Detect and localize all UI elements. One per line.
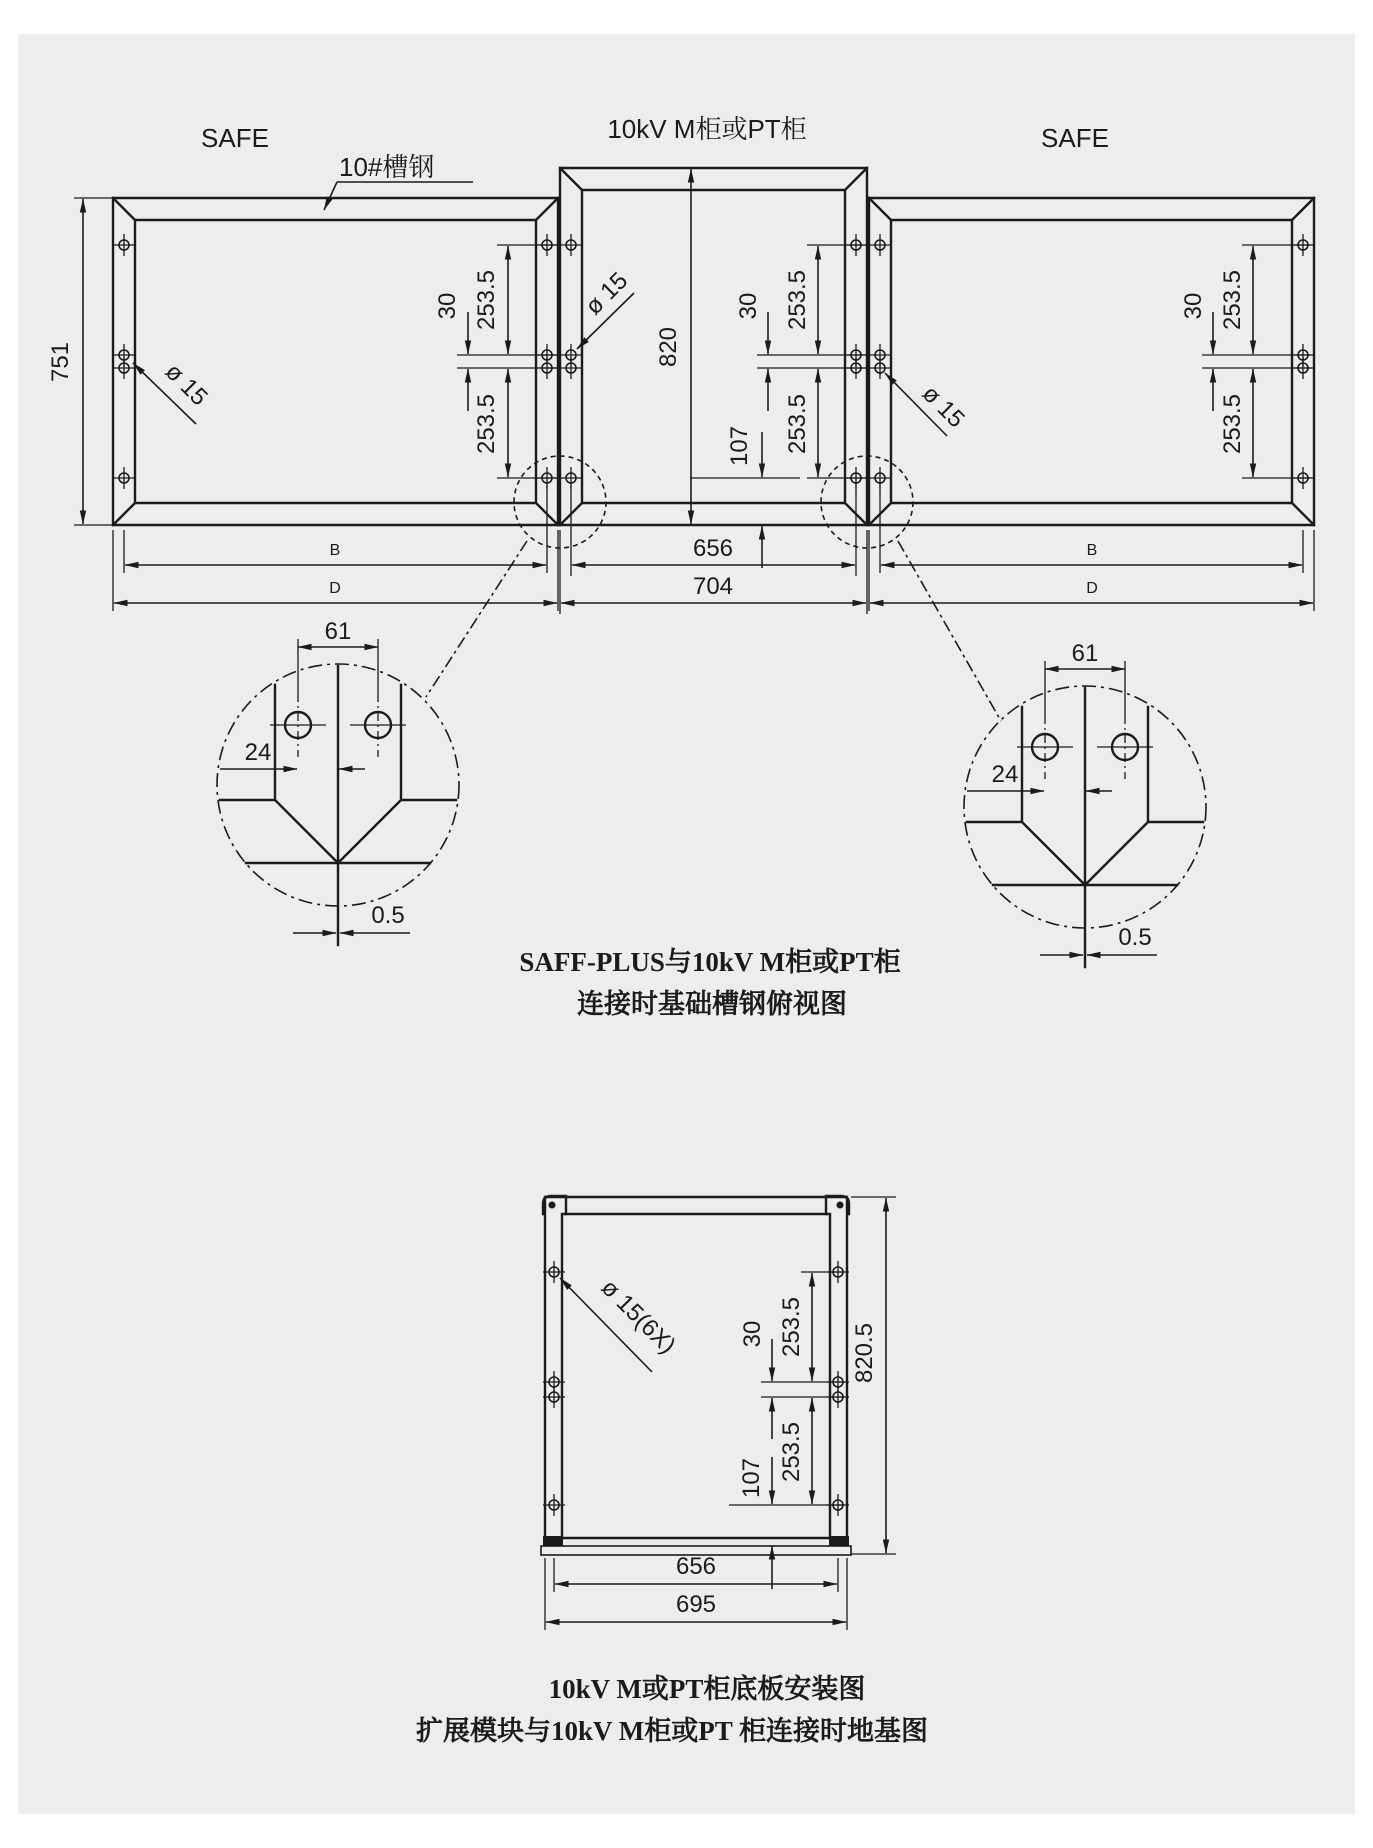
svg-text:B: B [1086, 542, 1098, 559]
corner-bolt-top-right [837, 1202, 844, 1209]
callout-channel-steel [324, 152, 473, 210]
callout-phi15-middle [577, 267, 634, 349]
svg-text:107: 107 [738, 1457, 765, 1499]
callout-phi15-right [885, 373, 970, 436]
frame-cabinet-middle [560, 168, 867, 525]
dim-656-695 [545, 1553, 847, 1630]
svg-text:253.5: 253.5 [778, 1296, 805, 1358]
svg-text:ø 15: ø 15 [916, 380, 970, 434]
svg-text:B: B [329, 542, 341, 559]
svg-text:253.5: 253.5 [784, 269, 811, 331]
svg-text:656: 656 [692, 535, 734, 562]
detail-reference-right [821, 456, 1001, 721]
svg-text:ø 15(6X): ø 15(6X) [595, 1274, 681, 1360]
svg-text:253.5: 253.5 [1219, 393, 1246, 455]
caption-bottom-line1: 10kV M或PT柜底板安装图 [548, 1674, 866, 1704]
dim-stack-middle-frame [735, 245, 866, 478]
title-cabinet: 10kV M柜或PT柜 [607, 114, 807, 144]
svg-text:D: D [329, 580, 341, 597]
baseplate-frame [541, 1196, 851, 1555]
svg-text:695: 695 [675, 1591, 717, 1618]
corner-bolt-top-left [549, 1202, 556, 1209]
cad-drawing: 0.5 SAFE 10kV M柜或PT柜 SAFE 10#槽钢 751 820 107 253.5 30 253.5 253.5 30 253.5 253.5 30 253.5 ø 15 ø 15 ø 15 B D 656 704 B D SAFF-PLUS与10kV M柜或PT柜 连接时基础槽钢俯视图 ø 15(6X) 253.5 30 253.5 107 820.5 656 695 10kV M或PT柜底板安装图 扩展模块与10kV M柜或PT 柜连接时地基图 [0, 0, 1373, 1848]
dim-stack-baseplate [729, 1272, 844, 1589]
svg-text:107: 107 [726, 425, 753, 467]
frame-safe-right [869, 198, 1314, 525]
top-assembly-drawing [47, 114, 1314, 721]
channel-steel-label: 10#槽钢 [339, 152, 435, 182]
svg-text:253.5: 253.5 [778, 1421, 805, 1483]
callout-phi15-left [133, 358, 213, 424]
svg-text:704: 704 [692, 573, 734, 600]
detail-view-right [964, 640, 1206, 967]
title-safe-right: SAFE [1041, 123, 1109, 153]
svg-text:820: 820 [655, 326, 682, 368]
dim-820-5 [851, 1197, 896, 1554]
caption-top-line1: SAFF-PLUS与10kV M柜或PT柜 [519, 947, 901, 977]
svg-text:30: 30 [739, 1320, 766, 1348]
svg-text:820.5: 820.5 [851, 1322, 878, 1384]
detail-reference-left [426, 456, 606, 697]
svg-text:30: 30 [735, 292, 762, 320]
caption-bottom-drawing [416, 1673, 928, 1746]
corner-plate-bottom-right [829, 1536, 849, 1546]
svg-text:ø 15: ø 15 [159, 358, 213, 412]
detail-view-left [217, 618, 459, 945]
corner-plate-bottom-left [543, 1536, 563, 1546]
callout-phi15-6x [560, 1274, 681, 1372]
svg-text:253.5: 253.5 [784, 393, 811, 455]
dim-751 [47, 198, 114, 525]
dim-stack-left-frame [434, 245, 559, 478]
svg-text:30: 30 [434, 292, 461, 320]
title-safe-left: SAFE [201, 123, 269, 153]
svg-text:656: 656 [675, 1553, 717, 1580]
svg-text:D: D [1086, 580, 1098, 597]
svg-text:30: 30 [1180, 292, 1207, 320]
bottom-baseplate-drawing [541, 1196, 896, 1630]
caption-bottom-line2: 扩展模块与10kV M柜或PT 柜连接时地基图 [415, 1716, 929, 1746]
svg-text:ø 15: ø 15 [580, 267, 634, 321]
caption-top-line2: 连接时基础槽钢俯视图 [577, 989, 847, 1019]
svg-text:253.5: 253.5 [1219, 269, 1246, 331]
dim-820 [655, 169, 691, 524]
svg-text:253.5: 253.5 [473, 393, 500, 455]
bolt-holes-top-drawing [113, 234, 1314, 489]
svg-text:253.5: 253.5 [473, 269, 500, 331]
svg-text:751: 751 [47, 341, 74, 383]
caption-top-drawing [519, 947, 900, 1019]
